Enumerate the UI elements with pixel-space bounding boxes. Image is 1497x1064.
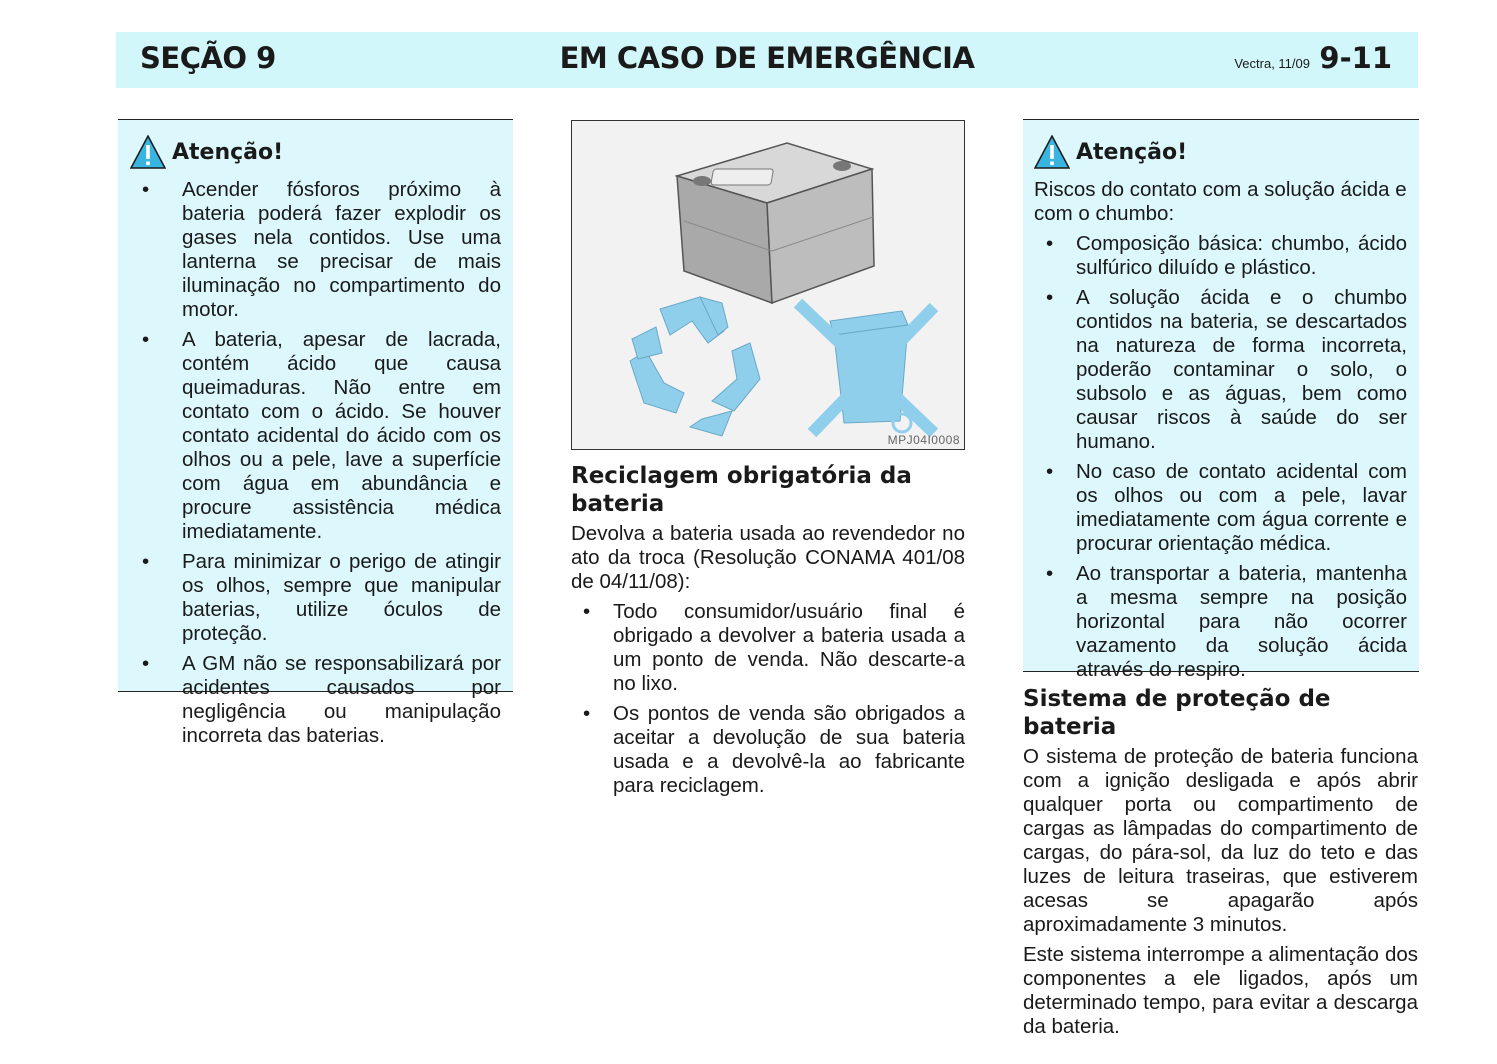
list-item: • No caso de contato acidental com os olhos ou com a pele, lavar imediatamente com água corrente e procurar orientação médica. <box>1034 460 1407 556</box>
list-item: • Os pontos de venda são obrigados a aceitar a devolução de sua bateria usada e a devolvê-la ao fabricante para reciclagem. <box>571 702 965 798</box>
list-item: • Composição básica: chumbo, ácido sulfúrico diluído e plástico. <box>1034 232 1407 280</box>
list-item: • Acender fósforos próximo à bateria poderá fazer explodir os gases nela contidos. Use uma lanterna se precisar de mais iluminação no compartimento do motor. <box>130 178 501 322</box>
left-warning-header <box>130 132 501 172</box>
page-title: EM CASO DE EMERGÊNCIA <box>559 41 975 75</box>
crossed-bin-icon <box>798 303 934 433</box>
section-label: SEÇÃO 9 <box>140 41 276 75</box>
recycling-list <box>571 600 965 798</box>
recycle-icon <box>630 297 760 436</box>
section-header <box>116 32 1418 88</box>
protection-paragraph: Este sistema interrompe a alimentação dos componentes a ele ligados, após um determinado tempo, para evitar a descarga da bateria. <box>1023 943 1418 1038</box>
list-item: • A solução ácida e o chumbo contidos na bateria, se descartados na natureza de forma incorreta, poderão contaminar o solo, o subsolo e as águas, bem como causar riscos à saúde do ser humano. <box>1034 286 1407 454</box>
left-warning-list <box>130 178 501 748</box>
list-item: • Para minimizar o perigo de atingir os olhos, sempre que manipular baterias, utilize óculos de proteção. <box>130 550 501 646</box>
protection-section <box>1023 685 1418 1039</box>
left-warning-box <box>118 119 513 747</box>
battery-icon <box>677 143 874 303</box>
list-item: • A bateria, apesar de lacrada, contém ácido que causa queimaduras. Não entre em contato com o ácido. Se houver contato acidental do ácido com os olhos ou a pele, lave a superfície com água em abundância e procure assistência médica imediatamente. <box>130 328 501 544</box>
warning-triangle-icon <box>130 135 166 169</box>
right-warning-intro: Riscos do contato com a solução ácida e com o chumbo: <box>1034 178 1407 225</box>
battery-recycling-figure <box>571 120 965 450</box>
figure-code: MPJ04I0008 <box>887 433 960 447</box>
recycling-section <box>571 462 965 804</box>
page-number: 9-11 <box>1319 41 1392 75</box>
right-warning-header <box>1034 132 1407 172</box>
warning-triangle-icon <box>1034 135 1070 169</box>
protection-heading: Sistema de proteção de bateria <box>1023 686 1331 740</box>
right-warning-title: Atenção! <box>1076 139 1188 165</box>
right-warning-box <box>1023 119 1419 681</box>
right-warning-list <box>1034 232 1407 682</box>
recycling-heading: Reciclagem obrigatória da bateria <box>571 463 912 517</box>
list-item: • Ao transportar a bateria, mantenha a mesma sempre na posição horizontal para não ocorrer vazamento da solução ácida através do respiro. <box>1034 562 1407 682</box>
recycling-intro: Devolva a bateria usada ao revendedor no ato da troca (Resolução CONAMA 401/08 de 04/11/08): <box>571 522 965 593</box>
battery-illustration <box>572 121 964 449</box>
left-warning-title: Atenção! <box>172 139 284 165</box>
list-item: • Todo consumidor/usuário final é obrigado a devolver a bateria usada a um ponto de venda. Não descarte-a no lixo. <box>571 600 965 696</box>
list-item: • A GM não se responsabilizará por acidentes causados por negligência ou manipulação incorreta das baterias. <box>130 652 501 748</box>
model-edition: Vectra, 11/09 <box>1234 56 1310 71</box>
protection-paragraph: O sistema de proteção de bateria funciona com a ignição desligada e após abrir qualquer porta ou compartimento de cargas as lâmpadas do compartimento de cargas, do pára-sol, da luz do teto e das luzes de leitura traseiras, que estiverem acesas se apagarão após aproximadamente 3 minutos. <box>1023 745 1418 936</box>
